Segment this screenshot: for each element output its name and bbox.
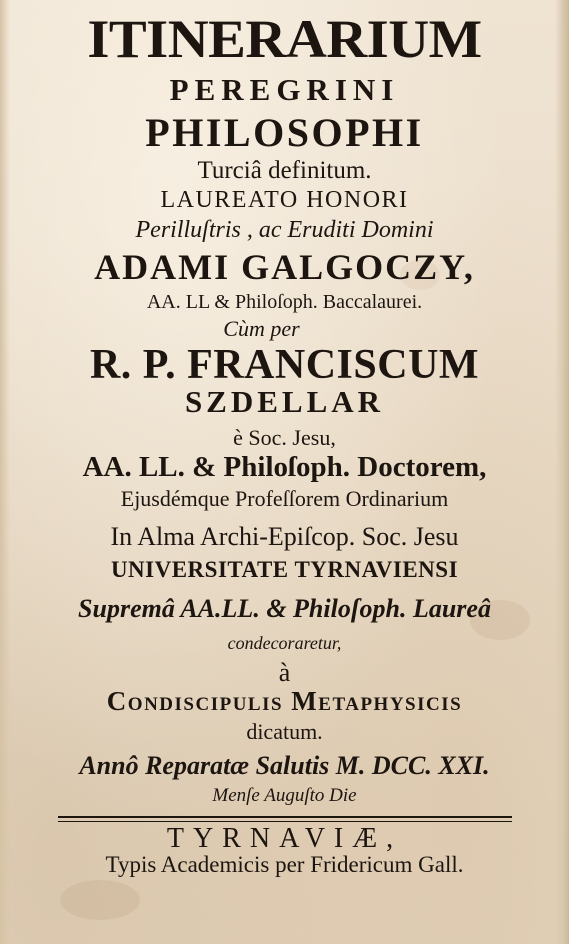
subtitle-line: Turciâ definitum. — [197, 157, 372, 184]
university-name: UNIVERSITATE TYRNAVIENSI — [110, 557, 459, 582]
condecoraretur-line: condecoraretur, — [227, 633, 342, 653]
imprint-printer: Typis Academicis per Fridericum Gall. — [105, 852, 464, 877]
promoter-name: R. P. FRANCISCUM — [89, 342, 480, 388]
title-line-peregrini: PEREGRINI — [169, 72, 400, 107]
dedication-heading: LAUREATO HONORI — [160, 187, 409, 213]
society-line: è Soc. Jesu, — [233, 425, 336, 450]
main-title: ITINERARIUM — [87, 9, 482, 69]
alma-line: In Alma Archi-Epiſcop. Soc. Jesu — [110, 522, 459, 551]
cum-per-line: Cùm per — [223, 316, 300, 341]
honoree-name: ADAMI GALGOCZY, — [94, 247, 475, 287]
title-line-philosophi: PHILOSOPHI — [145, 110, 424, 155]
imprint-rule-thick — [58, 816, 512, 818]
imprint-place: TYRNAVIÆ, — [166, 823, 403, 854]
month-line: Menſe Auguſto Die — [212, 785, 357, 806]
honoree-degree: AA. LL & Philoſoph. Baccalaurei. — [146, 291, 423, 313]
date-line: Annô Reparatæ Salutis M. DCC. XXI. — [79, 751, 490, 780]
imprint-rule-thin — [58, 821, 512, 822]
paper-stain — [60, 880, 140, 920]
a-line: à — [278, 658, 291, 687]
promoter-surname: SZDELLAR — [184, 384, 385, 419]
condiscipulis-line: Condiscipulis Metaphysicis — [106, 686, 463, 716]
promoter-degree: AA. LL. & Philoſoph. Doctorem, — [82, 451, 487, 483]
dedication-line: Perilluſtris , ac Eruditi Domini — [135, 217, 434, 243]
laurea-line: Supremâ AA.LL. & Philoſoph. Laureâ — [78, 594, 491, 623]
dicatum-line: dicatum. — [246, 719, 323, 744]
professor-line: Ejusdémque Profeſſorem Ordinarium — [120, 486, 449, 511]
